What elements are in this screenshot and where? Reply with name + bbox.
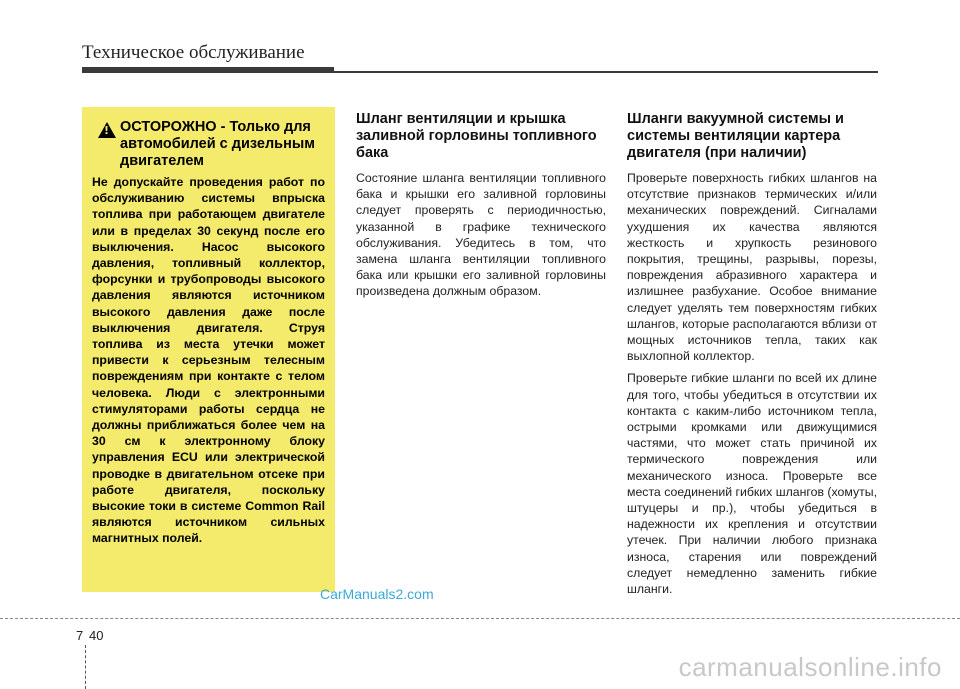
crop-line [0,618,960,619]
watermark-carmanualsonline[interactable]: carmanualsonline.info [678,652,942,682]
section-vacuum-hoses-para2: Проверьте гибкие шланги по всей их длине для того, чтобы убедиться в отсутствии их контакта с каким-либо источником тепла, острыми кромками или движущимися частями, что может стать причиной их термического повреждения или механического износа. Проверьте все места соединений гибких шлангов (хомуты, штуцеры и пр.), чтобы убедиться в надежности их крепления и отсутствии утечек. При наличии любого признака износа, старения или повреждений следует немедленно заменить гибкие шланги. [627,371,877,597]
footer-page-number: 40 [89,628,104,643]
header-rule [334,71,878,73]
watermark-carmanuals2[interactable]: CarManuals2.com [320,586,434,602]
section-fuel-vent-text: Состояние шланга вентиляции топливного бака и крышки его заливной горловины следует проверять с периодичностью, указанной в графике технического обслуживания. Убедитесь в том, что замена шланга вентиляции топливного бака или крышки его заливной горловины произведена должным образом. [356,171,606,299]
section-vacuum-hoses [627,111,877,603]
warning-text: Не допускайте проведения работ по обслуживанию системы впрыска топлива при работающем двигателе или в пределах 30 секунд после его выключения. Насос высокого давления, топливный коллектор, форсунки и трубопроводы высокого давления являются источником высокого давления даже после выключения двигателя. Струя топлива из места утечки может привести к серьезным телесным повреждениям при контакте с телом человека. Люди с электронными стимуляторами работы сердца не должны приближаться более чем на 30 см к электронному блоку управления ECU или электрической проводке в двигательном отсеке при работе двигателя, поскольку высокие токи в системе Common Rail являются источником сильных магнитных полей. [92,175,325,546]
warning-title: ОСТОРОЖНО - Только для автомобилей с дизельным двигателем [120,119,315,169]
section-vacuum-hoses-title: Шланги вакуумной системы и системы вентиляции картера двигателя (при наличии) [627,111,844,161]
warning-box [82,107,335,592]
section-vacuum-hoses-para1: Проверьте поверхность гибких шлангов на отсутствие признаков термических и/или механических повреждений. Сигналами ухудшения их качества являются жесткость и хрупкость резинового покрытия, трещины, разрывы, порезы, повреждения абразивного характера и излишнее разбухание. Особое внимание следует уделять тем поверхностям гибких шлангов, которые располагаются вблизи от мощных источников тепла, таких как выхлопной коллектор. [627,171,877,364]
section-fuel-vent [356,111,606,306]
header-bar-accent [82,67,334,73]
footer-chapter-number: 7 [76,628,84,643]
margin-guide-line [85,645,86,689]
warning-triangle-icon [98,122,116,138]
page-header-title: Техническое обслуживание [82,42,305,63]
section-fuel-vent-title: Шланг вентиляции и крышка заливной горловины топливного бака [356,111,597,161]
warning-header [92,119,325,170]
